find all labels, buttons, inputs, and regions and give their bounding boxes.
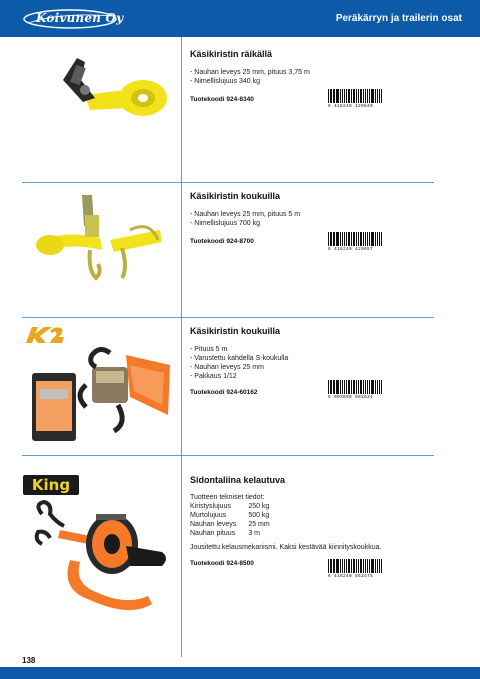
barcode-bar <box>369 559 370 573</box>
barcode-bar <box>333 232 334 246</box>
page-number: 138 <box>22 656 36 665</box>
barcode-bars-icon <box>328 559 383 573</box>
product-spec: - Varustettu kahdella S-koukulla <box>190 355 289 362</box>
barcode-bar <box>353 232 356 246</box>
product-spec: - Nimellislujuus 700 kg <box>190 220 261 227</box>
barcode-bar <box>367 232 368 246</box>
barcode-bar <box>379 559 380 573</box>
barcode-bar <box>371 559 374 573</box>
barcode <box>328 380 383 400</box>
barcode-bar <box>346 89 347 103</box>
barcode-bar <box>369 232 370 246</box>
barcode-bar <box>360 232 362 246</box>
logo-text: Koivunen Oy <box>36 11 124 25</box>
barcode-bar <box>358 89 359 103</box>
barcode-bar <box>356 559 357 573</box>
barcode-bar <box>375 380 376 394</box>
barcode-bar <box>330 232 332 246</box>
spec-key: Nauhan leveys <box>190 521 237 528</box>
barcode-bar <box>377 89 379 103</box>
product-spec: - Nimellislujuus 340 kg <box>190 78 261 85</box>
barcode-bar <box>334 232 335 246</box>
row-divider <box>22 455 434 456</box>
product-description: Jousitettu kelausmekanismi. Kaksi kestävää kiinnityskoukkua. <box>190 544 382 551</box>
barcode-bar <box>377 232 379 246</box>
barcode-bar <box>363 559 364 573</box>
barcode-bar <box>353 89 356 103</box>
spec-intro: Tuotteen tekniset tiedot: <box>190 494 265 501</box>
barcode-bar <box>333 89 334 103</box>
barcode-bar <box>344 232 345 246</box>
barcode-bar <box>365 232 367 246</box>
barcode-bar <box>346 559 347 573</box>
barcode-bar <box>330 89 332 103</box>
barcode-bar <box>358 380 359 394</box>
barcode-bars-icon <box>328 232 383 246</box>
spec-row <box>190 520 270 529</box>
product-spec: - Pituus 5 m <box>190 346 228 353</box>
product-code: Tuotekoodi 924-60162 <box>190 389 258 396</box>
barcode-bar <box>334 89 335 103</box>
product-card <box>190 475 430 579</box>
barcode-bar <box>379 380 380 394</box>
company-logo <box>22 8 124 30</box>
barcode-bar <box>367 89 368 103</box>
barcode-bar <box>358 559 359 573</box>
product-card <box>190 49 430 109</box>
barcode-bar <box>351 559 352 573</box>
spec-row <box>190 502 270 511</box>
barcode-bar <box>330 559 332 573</box>
barcode-bar <box>358 232 359 246</box>
barcode-bar <box>367 380 368 394</box>
k2-brand-logo <box>24 325 68 345</box>
barcode <box>328 232 383 252</box>
barcode-bar <box>379 232 380 246</box>
product-title: Sidontaliina kelautuva <box>190 475 286 485</box>
barcode-bar <box>353 380 356 394</box>
retractable-orange-strap-image <box>30 500 180 620</box>
barcode-bar <box>356 380 357 394</box>
section-title: Peräkärryn ja trailerin osat <box>335 13 462 24</box>
barcode-bar <box>371 89 374 103</box>
barcode-bar <box>375 559 376 573</box>
product-spec: - Nauhan leveys 25 mm, pituus 3,75 m <box>190 69 310 76</box>
barcode-bar <box>369 89 370 103</box>
spec-value: 25 mm <box>248 521 270 528</box>
product-spec-list <box>190 68 430 86</box>
spec-row <box>190 529 270 538</box>
barcode-bar <box>328 89 329 103</box>
barcode-bar <box>340 232 341 246</box>
barcode-bar <box>340 380 341 394</box>
barcode-bar <box>360 89 362 103</box>
barcode-bar <box>363 380 364 394</box>
king-brand-text: King <box>31 476 71 494</box>
barcode-bar <box>377 559 379 573</box>
barcode-bar <box>344 559 345 573</box>
product-spec: - Pakkaus 1/12 <box>190 373 237 380</box>
barcode-bar <box>336 559 339 573</box>
spec-value: 500 kg <box>248 512 270 519</box>
product-code: Tuotekoodi 924-8500 <box>190 560 254 567</box>
barcode-bars-icon <box>328 89 383 103</box>
barcode-bar <box>328 559 329 573</box>
barcode-bar <box>333 559 334 573</box>
barcode-bar <box>336 380 339 394</box>
column-divider <box>181 37 182 657</box>
barcode <box>328 559 383 579</box>
barcode-bar <box>360 559 362 573</box>
product-spec-list <box>190 210 430 228</box>
barcode-number: 6 416240 429657 <box>328 247 374 252</box>
product-spec-list <box>190 345 430 381</box>
spec-table <box>190 502 270 538</box>
barcode-bar <box>330 380 332 394</box>
barcode-bar <box>340 89 341 103</box>
barcode-bar <box>344 89 345 103</box>
barcode-bar <box>356 232 357 246</box>
spec-row <box>190 511 270 520</box>
king-brand-logo <box>23 475 79 495</box>
barcode-bar <box>381 559 382 573</box>
yellow-ratchet-strap-roll-image <box>55 50 175 130</box>
barcode-bar <box>377 380 379 394</box>
barcode-bar <box>336 89 339 103</box>
product-title: Käsikiristin koukuilla <box>190 191 281 201</box>
yellow-ratchet-strap-hooks-image <box>30 190 180 290</box>
product-card <box>190 326 430 400</box>
spec-key: Nauhan pituus <box>190 530 236 537</box>
product-card <box>190 191 430 252</box>
barcode-bar <box>353 559 356 573</box>
barcode-bar <box>351 89 352 103</box>
barcode-bar <box>333 380 334 394</box>
barcode-bar <box>328 380 329 394</box>
barcode-bar <box>348 380 350 394</box>
row-divider <box>22 182 434 183</box>
spec-value: 250 kg <box>248 503 270 510</box>
barcode-bar <box>381 232 382 246</box>
row-divider <box>22 317 434 318</box>
barcode-bar <box>365 89 367 103</box>
barcode-bar <box>365 380 367 394</box>
barcode-number: 6 416240 863475 <box>328 574 374 579</box>
spec-key: Kiristyslujuus <box>190 503 231 510</box>
barcode-bar <box>336 232 339 246</box>
page-footer-bar <box>0 667 480 679</box>
barcode-bar <box>363 232 364 246</box>
barcode-bar <box>328 232 329 246</box>
barcode-bar <box>365 559 367 573</box>
barcode-bar <box>375 89 376 103</box>
barcode-bar <box>381 380 382 394</box>
barcode-bar <box>348 89 350 103</box>
barcode-bar <box>344 380 345 394</box>
barcode-number: 6 416240 429640 <box>328 104 374 109</box>
barcode-bar <box>381 89 382 103</box>
product-title: Käsikiristin räikällä <box>190 49 273 59</box>
spec-value: 3 m <box>248 530 260 537</box>
barcode-bar <box>356 89 357 103</box>
product-spec: - Nauhan leveys 25 mm, pituus 5 m <box>190 211 301 218</box>
barcode-bar <box>346 380 347 394</box>
product-code: Tuotekoodi 924-8700 <box>190 238 254 245</box>
barcode-bar <box>346 232 347 246</box>
barcode-bar <box>340 559 341 573</box>
barcode-bar <box>379 89 380 103</box>
barcode-bar <box>351 232 352 246</box>
barcode-bar <box>375 232 376 246</box>
barcode-bar <box>371 232 374 246</box>
barcode-bar <box>367 559 368 573</box>
barcode-bar <box>369 380 370 394</box>
barcode-bar <box>334 559 335 573</box>
barcode-number: 5 003690 601624 <box>328 395 374 400</box>
barcode-bar <box>334 380 335 394</box>
barcode-bar <box>363 89 364 103</box>
barcode-bar <box>342 232 344 246</box>
barcode-bar <box>348 232 350 246</box>
product-spec: - Nauhan leveys 25 mm <box>190 364 264 371</box>
barcode-bar <box>342 559 344 573</box>
barcode-bar <box>360 380 362 394</box>
barcode-bar <box>342 89 344 103</box>
barcode-bar <box>351 380 352 394</box>
barcode-bar <box>371 380 374 394</box>
orange-ratchet-strap-pack-image <box>30 345 180 445</box>
spec-key: Murtolujuus <box>190 512 227 519</box>
barcode-bar <box>348 559 350 573</box>
product-title: Käsikiristin koukuilla <box>190 326 281 336</box>
page-header <box>0 0 480 37</box>
barcode-bar <box>342 380 344 394</box>
product-code: Tuotekoodi 924-8340 <box>190 96 254 103</box>
barcode <box>328 89 383 109</box>
barcode-bars-icon <box>328 380 383 394</box>
